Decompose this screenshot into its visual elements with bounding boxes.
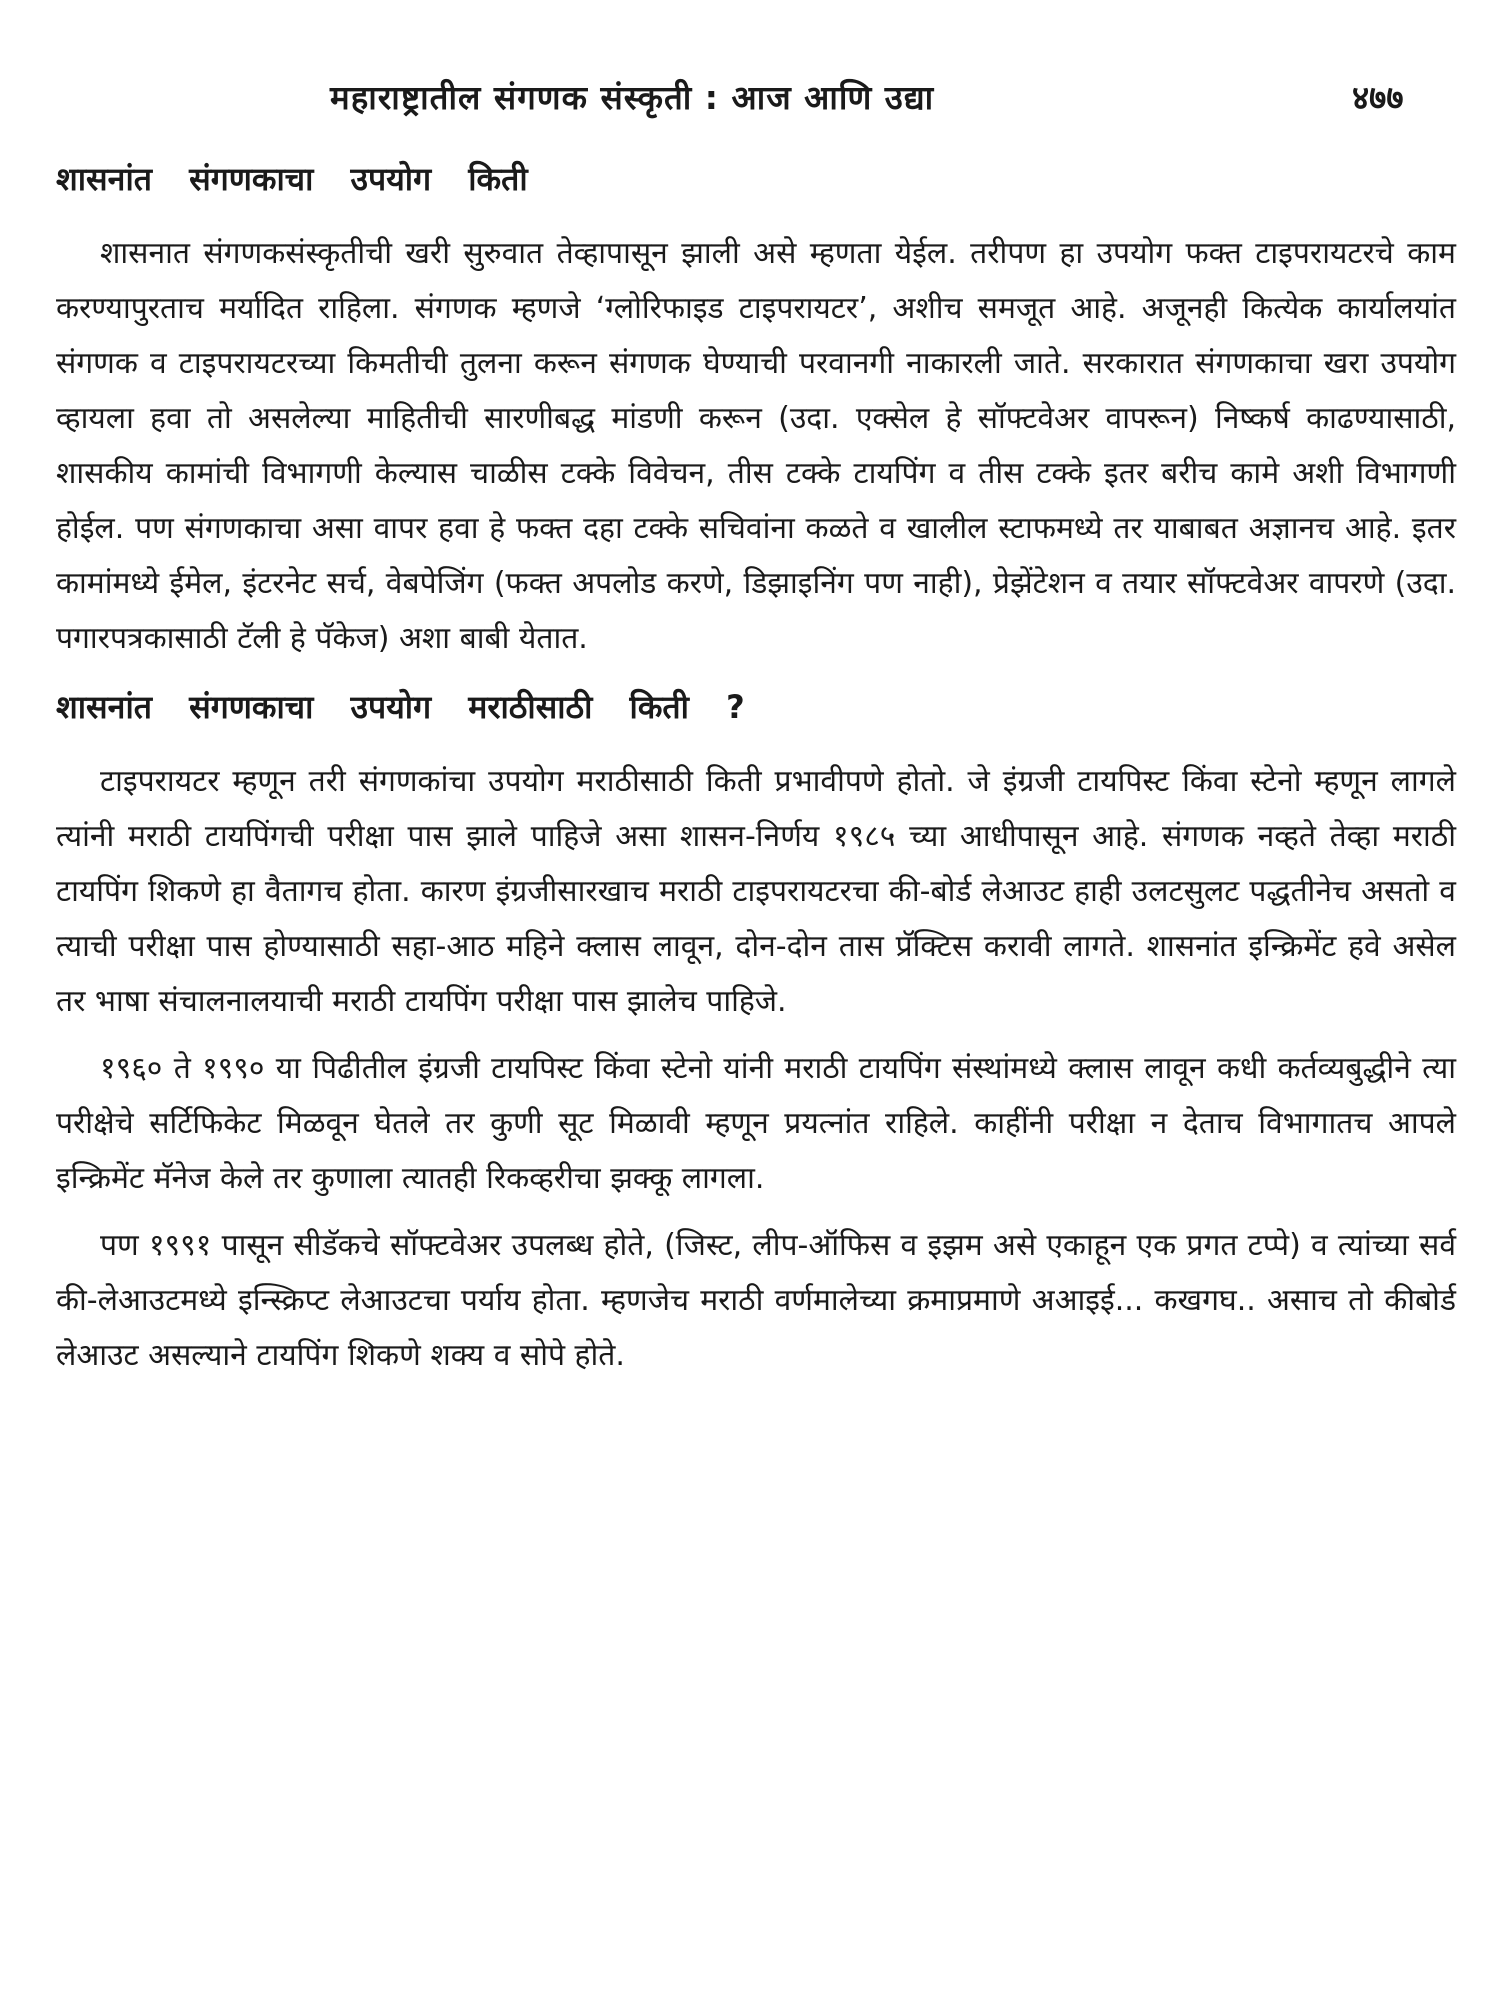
section-heading-2: शासनांत संगणकाचा उपयोग मराठीसाठी किती ? xyxy=(56,688,745,726)
section-heading-1: शासनांत संगणकाचा उपयोग किती xyxy=(56,160,528,198)
paragraph: टाइपरायटर म्हणून तरी संगणकांचा उपयोग मराठीसाठी किती प्रभावीपणे होतो. जे इंग्रजी टायपिस्ट किंवा स्टेनो म्हणून लागले त्यांनी मराठी टायपिंगची परीक्षा पास झाले पाहिजे असा शासन-निर्णय १९८५ च्या आधीपासून आहे. संगणक नव्हते तेव्हा मराठी टायपिंग शिकणे हा वैतागच होता. कारण इंग्रजीसारखाच मराठी टाइपरायटरचा की-बोर्ड लेआउट हाही उलटसुलट पद्धतीनेच असतो व त्याची परीक्षा पास होण्यासाठी सहा-आठ महिने क्लास लावून, दोन-दोन तास प्रॅक्टिस करावी लागते. शासनांत इन्क्रिमेंट हवे असेल तर भाषा संचालनालयाची मराठी टायपिंग परीक्षा पास झालेच पाहिजे. xyxy=(56,764,1456,1019)
page-number: ४७७ xyxy=(1352,78,1404,117)
paragraph: पण १९९१ पासून सीडॅकचे सॉफ्टवेअर उपलब्ध होते, (जिस्ट, लीप-ऑफिस व इझम असे एकाहून एक प्रगत टप्पे) व त्यांच्या सर्व की-लेआउटमध्ये इन्स्क्रिप्ट लेआउटचा पर्याय होता. म्हणजेच मराठी वर्णमालेच्या क्रमाप्रमाणे अआइई... कखगघ.. असाच तो कीबोर्ड लेआउट असल्याने टायपिंग शिकणे शक्य व सोपे होते. xyxy=(56,1228,1456,1373)
paragraph: शासनात संगणकसंस्कृतीची खरी सुरुवात तेव्हापासून झाली असे म्हणता येईल. तरीपण हा उपयोग फक्त टाइपरायटरचे काम करण्यापुरताच मर्यादित राहिला. संगणक म्हणजे ‘ग्लोरिफाइड टाइपरायटर’, अशीच समजूत आहे. अजूनही कित्येक कार्यालयांत संगणक व टाइपरायटरच्या किमतीची तुलना करून संगणक घेण्याची परवानगी नाकारली जाते. सरकारात संगणकाचा खरा उपयोग व्हायला हवा तो असलेल्या माहितीची सारणीबद्ध मांडणी करून (उदा. एक्सेल हे सॉफ्टवेअर वापरून) निष्कर्ष काढण्यासाठी, शासकीय कामांची विभागणी केल्यास चाळीस टक्के विवेचन, तीस टक्के टायपिंग व तीस टक्के इतर बरीच कामे अशी विभागणी होईल. पण संगणकाचा असा वापर हवा हे फक्त दहा टक्के सचिवांना कळते व खालील स्टाफमध्ये तर याबाबत अज्ञानच आहे. इतर कामांमध्ये ईमेल, इंटरनेट सर्च, वेबपेजिंग (फक्त अपलोड करणे, डिझाइनिंग पण नाही), प्रेझेंटेशन व तयार सॉफ्टवेअर वापरणे (उदा. पगारपत्रकासाठी टॅली हे पॅकेज) अशा बाबी येतात. xyxy=(56,236,1456,656)
paragraph: १९६० ते १९९० या पिढीतील इंग्रजी टायपिस्ट किंवा स्टेनो यांनी मराठी टायपिंग संस्थांमध्ये क्लास लावून कधी कर्तव्यबुद्धीने त्या परीक्षेचे सर्टिफिकेट मिळवून घेतले तर कुणी सूट मिळावी म्हणून प्रयत्नांत राहिले. काहींनी परीक्षा न देताच विभागातच आपले इन्क्रिमेंट मॅनेज केले तर कुणाला त्यातही रिकव्हरीचा झक्कू लागला. xyxy=(56,1051,1456,1196)
running-title: महाराष्ट्रातील संगणक संस्कृती : आज आणि उद्या xyxy=(330,78,935,117)
page-body xyxy=(56,150,1456,1395)
